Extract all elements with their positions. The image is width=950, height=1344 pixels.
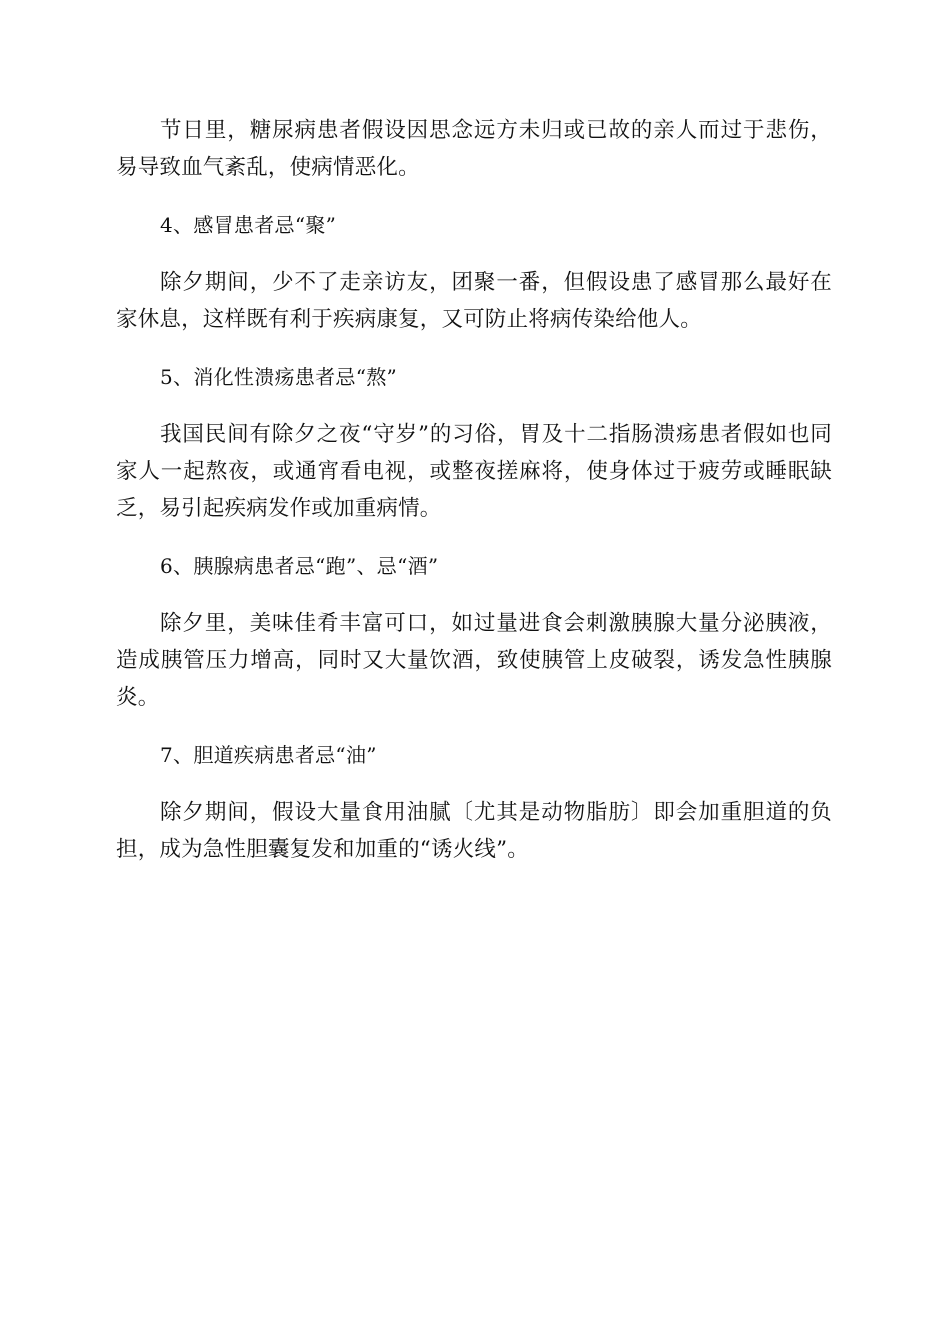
heading-pancreas: 6、胰腺病患者忌“跑”、忌“酒” xyxy=(160,554,439,578)
paragraph-pancreas: 除夕里，美味佳肴丰富可口，如过量进食会刺激胰腺大量分泌胰液，造成胰管压力增高，同时又大量饮酒，致使胰管上皮破裂，诱发急性胰腺炎。 xyxy=(116,611,832,710)
paragraph-cold: 除夕期间，少不了走亲访友，团聚一番，但假设患了感冒那么最好在家休息，这样既有利于疾病康复，又可防止将病传染给他人。 xyxy=(116,270,832,332)
paragraph-biliary: 除夕期间，假设大量食用油腻〔尤其是动物脂肪〕即会加重胆道的负担，成为急性胆囊复发和加重的“诱火线”。 xyxy=(116,800,832,862)
paragraph-diabetes: 节日里，糖尿病患者假设因思念远方未归或已故的亲人而过于悲伤，易导致血气紊乱，使病情恶化。 xyxy=(116,118,832,180)
document-page xyxy=(116,112,832,868)
heading-cold: 4、感冒患者忌“聚” xyxy=(160,213,337,237)
heading-biliary: 7、胆道疾病患者忌“油” xyxy=(160,743,377,767)
paragraph-ulcer: 我国民间有除夕之夜“守岁”的习俗，胃及十二指肠溃疡患者假如也同家人一起熬夜，或通宵看电视，或整夜搓麻将，使身体过于疲劳或睡眠缺乏，易引起疾病发作或加重病情。 xyxy=(116,422,832,521)
heading-ulcer: 5、消化性溃疡患者忌“熬” xyxy=(160,365,398,389)
